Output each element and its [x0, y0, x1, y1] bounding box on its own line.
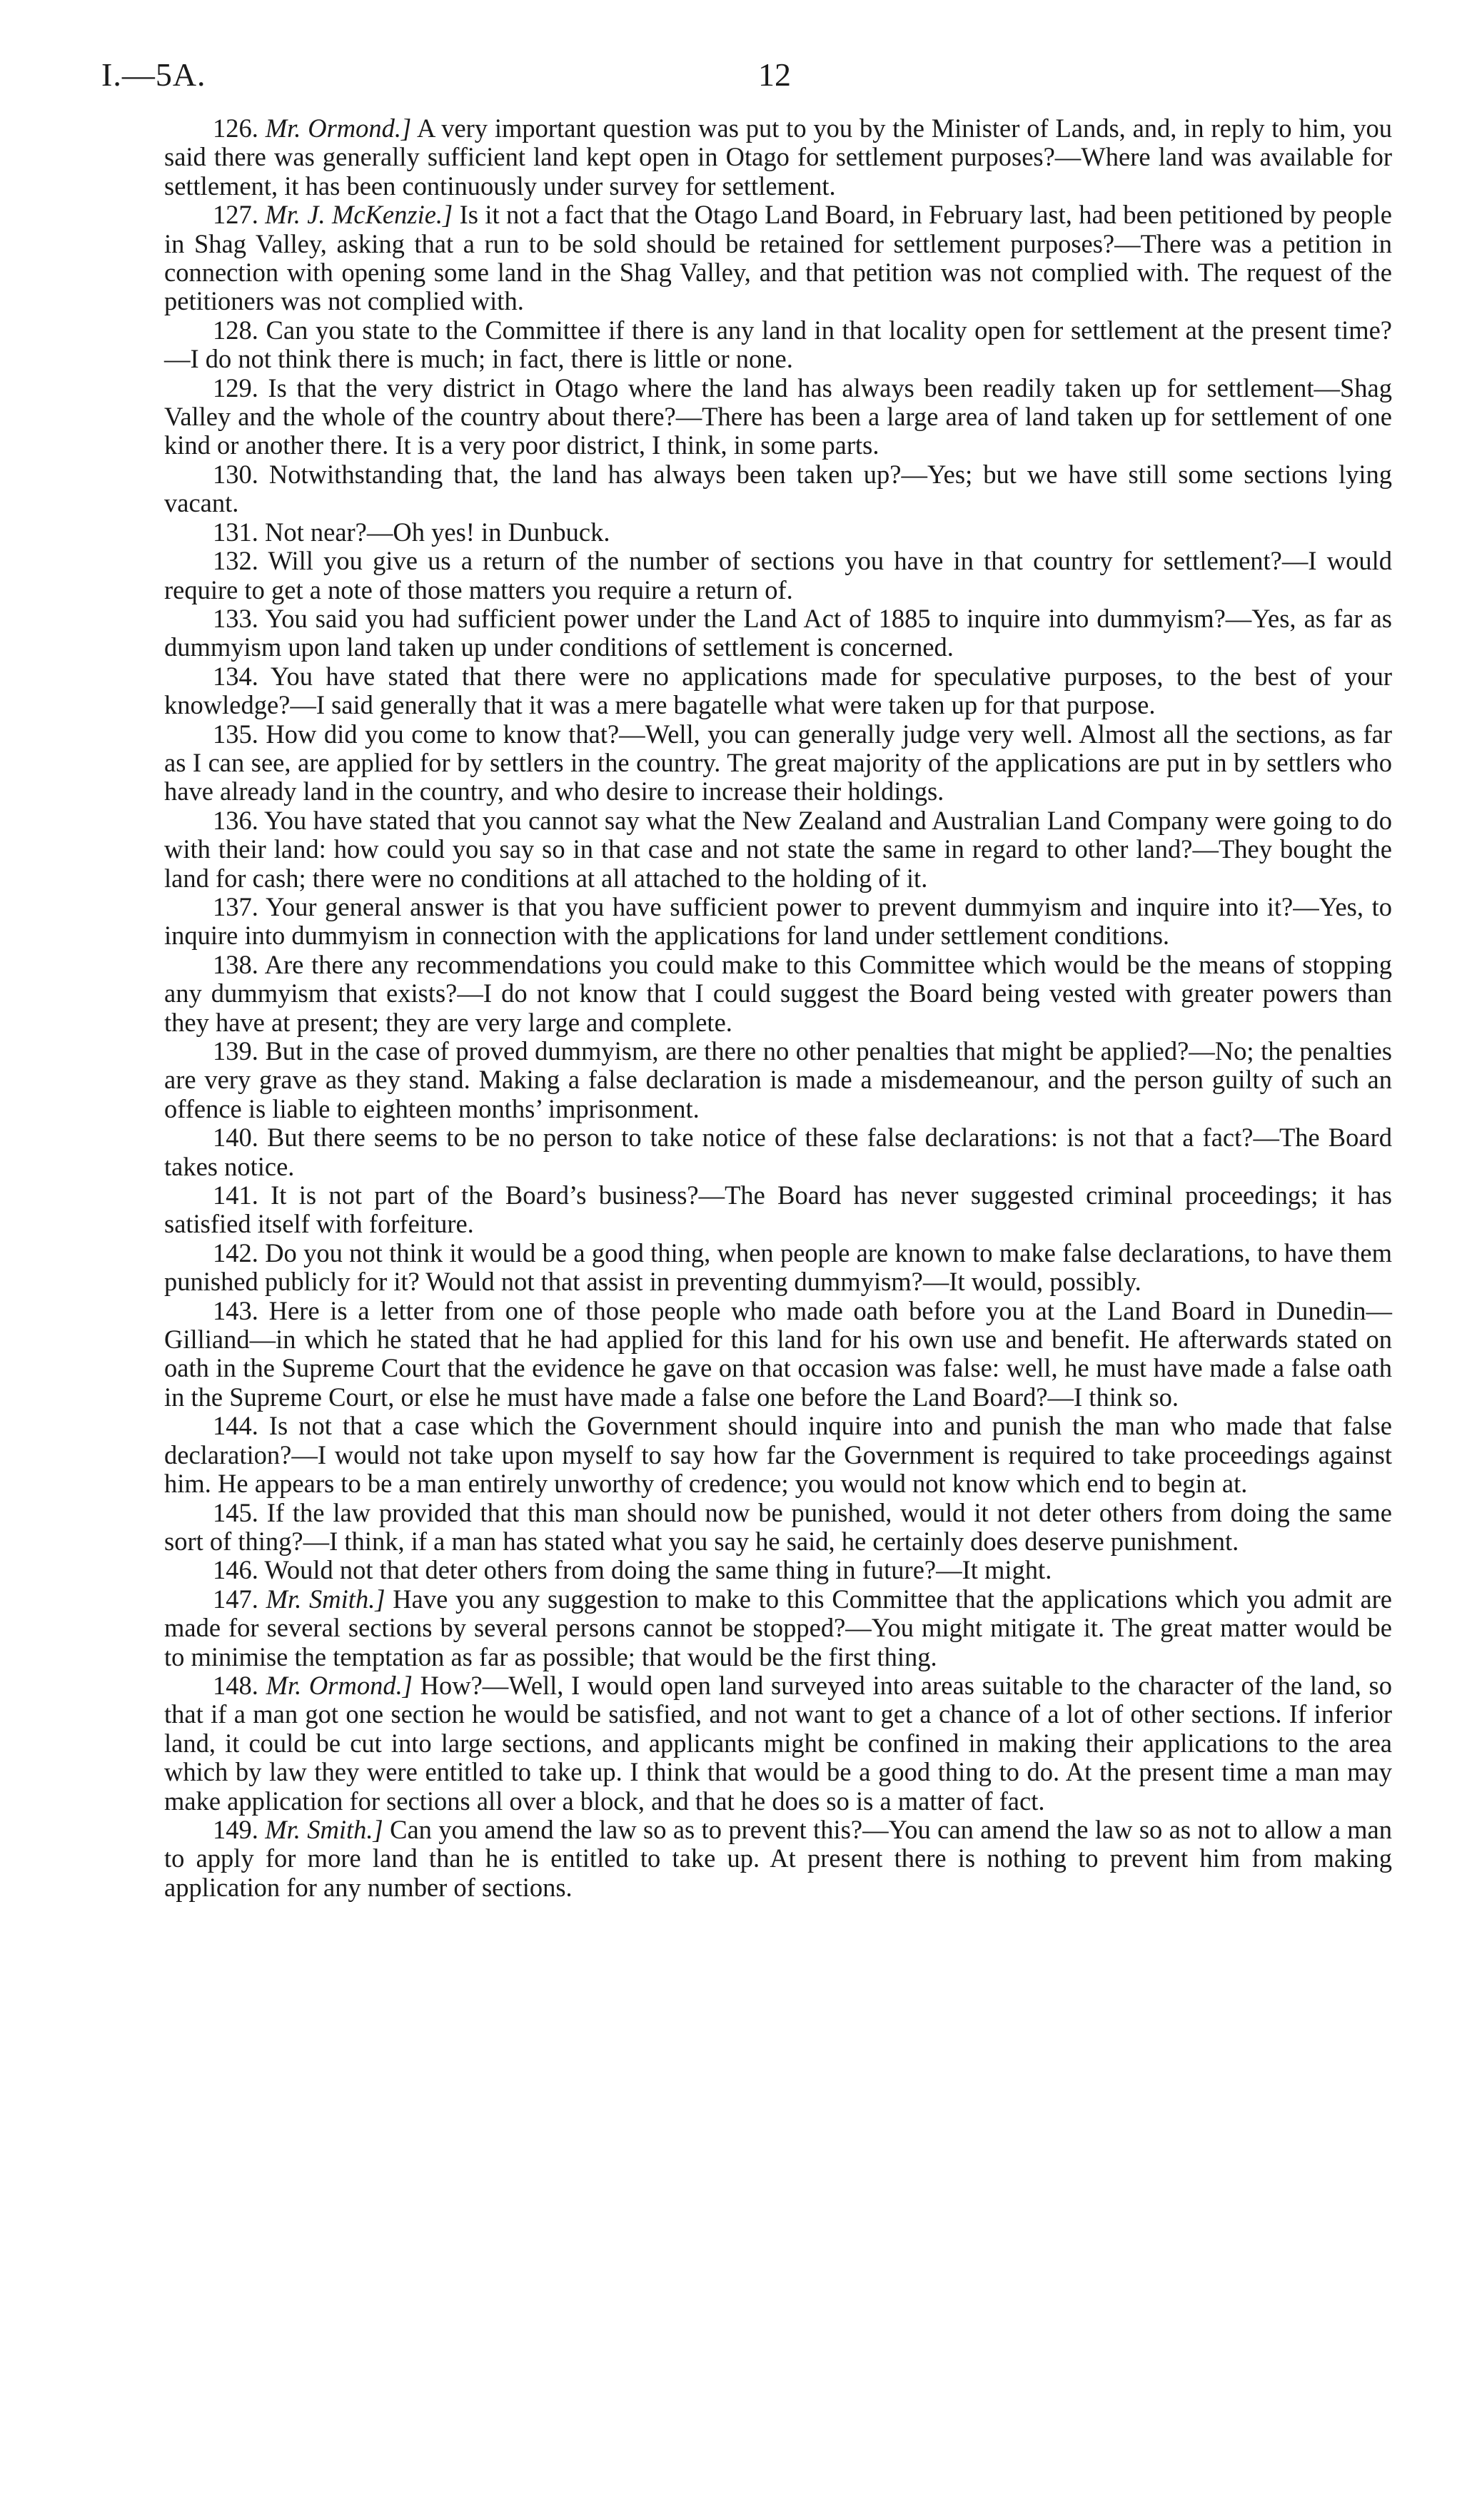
question-paragraph: [164, 1412, 1392, 1498]
question-number: 145.: [213, 1497, 258, 1527]
question-paragraph: [164, 374, 1392, 460]
question-text: You said you had sufficient power under the Land Act of 1885 to inquire into dummyism?—Yes, as far as dummyism upon land taken up under conditions of settlement is concerned.: [164, 603, 1392, 662]
question-paragraph: [164, 1816, 1392, 1902]
question-number: 129.: [213, 373, 258, 403]
question-text: You have stated that you cannot say what the New Zealand and Australian Land Company were going to do with their land: how could you say so in that case and not state the same in regard to other land?—They bought the land for cash; there were no conditions at all attached to the holding of it.: [164, 805, 1392, 893]
question-number: 139.: [213, 1036, 258, 1066]
question-number: 146.: [213, 1555, 258, 1585]
question-text: But in the case of proved dummyism, are there no other penalties that might be applied?—No; the penalties are very grave as they stand. Making a false declaration is made a misdemeanour, and the person guilty of such an offence is liable to eighteen months’ imprisonment.: [164, 1036, 1393, 1123]
question-number: 130.: [213, 459, 258, 489]
question-text: It is not part of the Board’s business?—The Board has never suggested criminal proceedings; it has satisfied itself with forfeiture.: [164, 1180, 1392, 1239]
question-paragraph: [164, 201, 1392, 316]
question-text: Not near?—Oh yes! in Dunbuck.: [265, 517, 610, 547]
question-paragraph: [164, 1123, 1392, 1181]
question-text: Can you amend the law so as to prevent this?—You can amend the law so as not to allow a man to apply for more land than he is entitled to take up. At present there is nothing to prevent him from making application for any number of sections.: [164, 1814, 1392, 1902]
question-text: Will you give us a return of the number of sections you have in that country for settlement?—I would require to get a note of those matters you require a return of.: [164, 546, 1393, 604]
question-number: 144.: [213, 1411, 258, 1441]
question-paragraph: [164, 1556, 1392, 1584]
question-number: 135.: [213, 719, 258, 749]
question-paragraph: [164, 1037, 1392, 1123]
question-number: 126.: [213, 113, 258, 143]
speaker-name: Mr. Ormond.]: [265, 113, 412, 143]
question-text: Is that the very district in Otago where the land has always been readily taken up for settlement—Shag Valley and the whole of the country about there?—There has been a large area of land taken up for settlement of one kind or another there. It is a very poor district, I think, in some parts.: [164, 373, 1393, 460]
speaker-name: Mr. Smith.]: [266, 1584, 385, 1614]
speaker-name: Mr. Smith.]: [265, 1814, 383, 1844]
question-paragraph: [164, 460, 1392, 518]
question-paragraph: [164, 114, 1392, 201]
question-number: 147.: [213, 1584, 258, 1614]
question-number: 137.: [213, 891, 258, 921]
question-paragraph: [164, 518, 1392, 547]
question-paragraph: [164, 316, 1392, 374]
question-paragraph: [164, 1239, 1392, 1297]
question-text: But there seems to be no person to take notice of these false declarations: is not that a fact?—The Board takes notice.: [164, 1123, 1392, 1181]
question-number: 133.: [213, 603, 258, 633]
question-paragraph: [164, 951, 1392, 1037]
question-text: A very important question was put to you by the Minister of Lands, and, in reply to him, you said there was generally sufficient land kept open in Otago for settlement purposes?—Where land was available for settlement, it has been continuously under survey for settlement.: [164, 113, 1392, 201]
question-number: 128.: [213, 315, 258, 345]
question-paragraph: [164, 1671, 1392, 1816]
question-text: Would not that deter others from doing the same thing in future?—It might.: [264, 1555, 1052, 1585]
question-text: How did you come to know that?—Well, you can generally judge very well. Almost all the sections, as far as I can see, are applied for by settlers in the country. The great majority of the applications are put in by settlers who have already land in the country, and who desire to increase their holdings.: [164, 719, 1393, 806]
question-paragraph: [164, 806, 1392, 893]
question-number: 127.: [213, 200, 258, 230]
question-paragraph: [164, 893, 1392, 951]
question-paragraph: [164, 1297, 1392, 1412]
question-text: Do you not think it would be a good thing, when people are known to make false declarations, to have them punished publicly for it? Would not that assist in preventing dummyism?—It would, possibly.: [164, 1238, 1393, 1297]
question-paragraph: [164, 1585, 1392, 1671]
question-number: 138.: [213, 949, 258, 979]
question-paragraph: [164, 604, 1392, 662]
question-paragraph: [164, 720, 1392, 806]
question-text: Your general answer is that you have sufficient power to prevent dummyism and inquire into it?—Yes, to inquire into dummyism in connection with the applications for land under settlement conditions.: [164, 891, 1392, 951]
document-reference: I.—5A.: [101, 56, 206, 93]
question-text: Are there any recommendations you could make to this Committee which would be the means of stopping any dummyism that exists?—I do not know that I could suggest the Board being vested with greater powers than they have at present; they are very large and complete.: [164, 949, 1392, 1037]
page-number: 12: [758, 56, 791, 93]
question-number: 136.: [213, 805, 258, 835]
question-number: 134.: [213, 661, 258, 691]
question-number: 149.: [213, 1814, 258, 1844]
question-text: Can you state to the Committee if there is any land in that locality open for settlement at the present time?—I do not think there is much; in fact, there is little or none.: [164, 315, 1393, 374]
speaker-name: Mr. Ormond.]: [266, 1670, 413, 1700]
question-text: Have you any suggestion to make to this Committee that the applications which you admit are made for several sections by several persons cannot be stopped?—You might mitigate it. The great matter would be to minimise the temptation as far as possible; that would be the first thing.: [164, 1584, 1393, 1671]
minutes-of-evidence: [164, 114, 1392, 1902]
question-text: How?—Well, I would open land surveyed into areas suitable to the character of the land, so that if a man got one section he would be satisfied, and not want to get a chance of a lot of other sections. If inferior land, it could be cut into large sections, and applicants might be confined in making their applications to the area which by law they were entitled to take up. I think that would be a good thing to do. At the present time a man may make application for sections all over a block, and that he does so is a matter of fact.: [164, 1670, 1392, 1816]
question-text: Notwithstanding that, the land has always been taken up?—Yes; but we have still some sections lying vacant.: [164, 459, 1393, 518]
question-text: Is it not a fact that the Otago Land Board, in February last, had been petitioned by people in Shag Valley, asking that a run to be sold should be retained for settlement purposes?—There was a petition in connection with opening some land in the Shag Valley, and that petition was not complied with. The request of the petitioners was not complied with.: [164, 200, 1392, 316]
question-number: 141.: [213, 1180, 258, 1210]
question-number: 140.: [213, 1123, 258, 1153]
question-paragraph: [164, 1181, 1392, 1239]
question-paragraph: [164, 662, 1392, 720]
question-paragraph: [164, 547, 1392, 604]
question-text: Here is a letter from one of those people who made oath before you at the Land Board in Dunedin—Gilliand—in which he stated that he had applied for this land for his own use and benefit. He afterwards stated on oath in the Supreme Court that the evidence he gave on that occasion was false: well, he must have made a false oath in the Supreme Court, or else he must have made a false one before the Land Board?—I think so.: [164, 1295, 1392, 1412]
question-number: 131.: [213, 517, 258, 547]
question-text: You have stated that there were no applications made for speculative purposes, to the best of your knowledge?—I said generally that it was a mere bagatelle what were taken up for that purpose.: [164, 661, 1392, 720]
question-number: 148.: [213, 1670, 258, 1700]
question-number: 132.: [213, 546, 258, 576]
speaker-name: Mr. J. McKenzie.]: [265, 200, 453, 230]
question-text: Is not that a case which the Government should inquire into and punish the man who made that false declaration?—I would not take upon myself to say how far the Government is required to take proceedings against him. He appears to be a man entirely unworthy of credence; you would not know which end to begin at.: [164, 1411, 1392, 1499]
question-number: 142.: [213, 1238, 258, 1267]
question-paragraph: [164, 1499, 1392, 1557]
question-number: 143.: [213, 1295, 258, 1325]
question-text: If the law provided that this man should now be punished, would it not deter others from doing the same sort of thing?—I think, if a man has stated what you say he said, he certainly does deserve punishment.: [164, 1497, 1393, 1556]
